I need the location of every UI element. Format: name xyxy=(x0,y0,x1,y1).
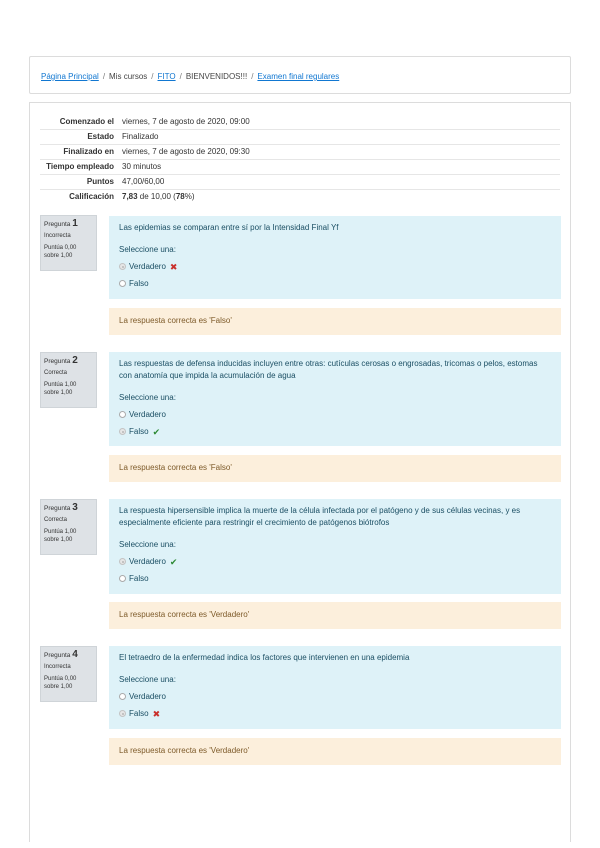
question-number xyxy=(44,651,93,660)
breadcrumb-separator: / xyxy=(102,72,106,81)
answer-option[interactable] xyxy=(119,690,551,703)
question-text: Las epidemias se comparan entre sí por la Intensidad Final Yf xyxy=(119,223,339,232)
breadcrumb-separator: / xyxy=(151,72,154,81)
summary-row xyxy=(40,130,560,145)
question-content xyxy=(109,352,561,446)
summary-label: Comenzado el xyxy=(59,117,114,126)
grade-value xyxy=(118,190,560,205)
question-label: Pregunta xyxy=(44,358,71,365)
question-number-value: 3 xyxy=(72,502,78,513)
question-mark: Puntúa 1,00 xyxy=(44,529,77,535)
summary-row xyxy=(40,160,560,175)
radio-icon[interactable] xyxy=(119,693,126,700)
correct-answer-feedback: La respuesta correcta es 'Falso' xyxy=(109,455,561,482)
question-label: Pregunta xyxy=(44,652,71,659)
question-state: Correcta xyxy=(44,370,68,376)
answer-option[interactable] xyxy=(119,572,551,585)
question-content xyxy=(109,646,561,729)
breadcrumb-section: BIENVENIDOS!!! xyxy=(185,72,248,81)
radio-icon[interactable] xyxy=(119,575,126,582)
summary-label: Estado xyxy=(40,130,118,145)
question-state: Incorrecta xyxy=(44,233,71,239)
summary-row xyxy=(40,190,560,205)
option-label: Falso xyxy=(129,426,149,436)
question-label: Pregunta xyxy=(44,221,71,228)
quiz-review-panel xyxy=(29,102,571,842)
answer-option[interactable] xyxy=(119,555,551,568)
breadcrumb-quiz-link[interactable]: Examen final regulares xyxy=(257,72,340,81)
question-info xyxy=(40,215,97,271)
question-mark: Puntúa 1,00 xyxy=(44,382,77,388)
summary-row xyxy=(40,175,560,190)
summary-label: Tiempo empleado xyxy=(40,160,118,175)
question-number xyxy=(44,357,93,366)
finished-value: viernes, 7 de agosto de 2020, 09:30 xyxy=(118,145,560,160)
question-mark: Puntúa 0,00 xyxy=(44,245,77,251)
grade-number: 7,83 xyxy=(122,192,138,201)
question-state: Incorrecta xyxy=(44,664,71,670)
summary-label: Puntos xyxy=(40,175,118,190)
question-state: Correcta xyxy=(44,517,68,523)
select-one-prompt: Seleccione una: xyxy=(119,675,176,684)
summary-label: Finalizado en xyxy=(40,145,118,160)
breadcrumb-separator: / xyxy=(179,72,182,81)
answer-option[interactable] xyxy=(119,260,551,273)
question-content xyxy=(109,499,561,594)
question-number-value: 2 xyxy=(72,355,78,366)
option-label: Falso xyxy=(129,278,149,288)
select-one-prompt: Seleccione una: xyxy=(119,245,176,254)
option-label: Falso xyxy=(129,708,149,718)
question-max: sobre 1,00 xyxy=(44,684,73,690)
option-label: Verdadero xyxy=(129,691,166,701)
radio-icon[interactable] xyxy=(119,280,126,287)
radio-checked-icon[interactable] xyxy=(119,710,126,717)
started-value: viernes, 7 de agosto de 2020, 09:00 xyxy=(122,117,250,126)
radio-checked-icon[interactable] xyxy=(119,263,126,270)
select-one-prompt: Seleccione una: xyxy=(119,393,176,402)
breadcrumb xyxy=(29,56,571,94)
state-value: Finalizado xyxy=(118,130,560,145)
answer-option[interactable] xyxy=(119,277,551,290)
marks-value: 47,00/60,00 xyxy=(118,175,560,190)
question-text: Las respuestas de defensa inducidas incluyen entre otras: cutículas cerosas o engrosadas, tricomas o pelos, estomas con anatomía que impida la acumulación de agua xyxy=(119,359,538,380)
correct-answer-feedback: La respuesta correcta es 'Verdadero' xyxy=(109,738,561,765)
check-icon: ✔ xyxy=(152,426,161,437)
time-value: 30 minutos xyxy=(118,160,560,175)
question-info xyxy=(40,352,97,408)
correct-answer-feedback: La respuesta correcta es 'Verdadero' xyxy=(109,602,561,629)
grade-percent: 78 xyxy=(175,192,185,201)
radio-icon[interactable] xyxy=(119,411,126,418)
question-info xyxy=(40,646,97,702)
grade-end: %) xyxy=(184,192,195,201)
question-max: sobre 1,00 xyxy=(44,537,73,543)
question-text: El tetraedro de la enfermedad indica los factores que intervienen en una epidemia xyxy=(119,653,410,662)
option-label: Verdadero xyxy=(129,261,166,271)
question-number-value: 1 xyxy=(72,218,78,229)
question-label: Pregunta xyxy=(44,505,71,512)
answer-option[interactable] xyxy=(119,408,551,421)
answer-option[interactable] xyxy=(119,707,551,720)
breadcrumb-my-courses: Mis cursos xyxy=(109,72,148,81)
question-content xyxy=(109,216,561,299)
radio-checked-icon[interactable] xyxy=(119,558,126,565)
question-mark: Puntúa 0,00 xyxy=(44,676,77,682)
question-number-value: 4 xyxy=(72,649,78,660)
option-label: Verdadero xyxy=(129,409,166,419)
select-one-prompt: Seleccione una: xyxy=(119,540,176,549)
cross-icon: ✖ xyxy=(152,708,161,719)
summary-row xyxy=(40,145,560,160)
answer-option[interactable] xyxy=(119,425,551,438)
breadcrumb-home-link[interactable]: Página Principal xyxy=(41,72,99,81)
question-info xyxy=(40,499,97,555)
question-number xyxy=(44,220,93,229)
attempt-summary-table xyxy=(40,115,560,204)
radio-checked-icon[interactable] xyxy=(119,428,126,435)
question-max: sobre 1,00 xyxy=(44,390,73,396)
question-max: sobre 1,00 xyxy=(44,253,73,259)
question-text: La respuesta hipersensible implica la muerte de la célula infectada por el patógeno y de sus células vecinas, y es especialmente eficiente para restringir el crecimiento de patógenos biótrofos xyxy=(119,506,521,527)
summary-label: Calificación xyxy=(40,190,118,205)
check-icon: ✔ xyxy=(169,556,178,567)
question-number xyxy=(44,504,93,513)
summary-row xyxy=(40,115,560,130)
grade-rest: de 10,00 ( xyxy=(137,192,176,201)
breadcrumb-course-link[interactable]: FITO xyxy=(157,72,176,81)
correct-answer-feedback: La respuesta correcta es 'Falso' xyxy=(109,308,561,335)
breadcrumb-separator: / xyxy=(251,72,254,81)
option-label: Falso xyxy=(129,573,149,583)
option-label: Verdadero xyxy=(129,556,166,566)
cross-icon: ✖ xyxy=(169,261,178,272)
